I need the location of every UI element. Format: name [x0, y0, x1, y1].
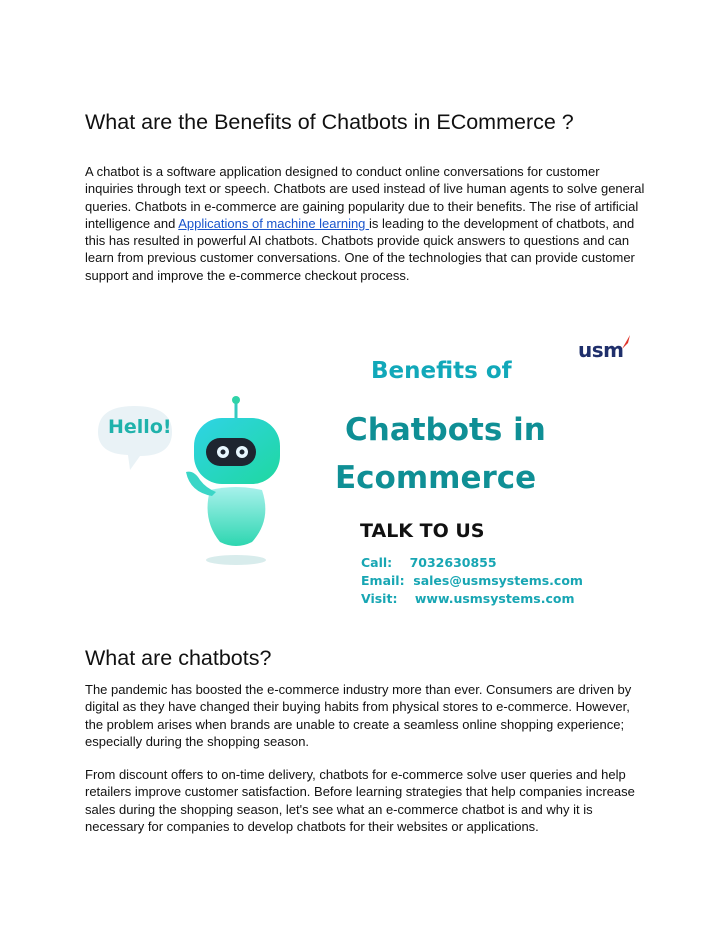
- pandemic-paragraph: The pandemic has boosted the e-commerce industry more than ever. Consumers are driven by digital as they have changed their buying habits from physical stores to e-commerce. However, the problem arises when brands are unable to create a seamless online shopping experience; especially during the shopping season.: [85, 682, 632, 749]
- usm-logo: usm: [578, 338, 624, 362]
- talk-to-us-heading: TALK TO US: [360, 520, 485, 542]
- promo-title-line1: Benefits of: [371, 358, 512, 384]
- chatbot-illustration: [90, 392, 320, 577]
- call-number: Call: 7032630855: [361, 555, 497, 570]
- section-heading-what-are-chatbots: What are chatbots?: [85, 646, 272, 670]
- promo-title-line2: Chatbots in: [345, 412, 546, 448]
- website-url: Visit: www.usmsystems.com: [361, 591, 575, 606]
- page-title: What are the Benefits of Chatbots in ECommerce ?: [85, 110, 574, 134]
- hello-bubble-text: Hello!: [108, 416, 172, 438]
- contact-email: Email: sales@usmsystems.com: [361, 573, 583, 588]
- promo-title-line3: Ecommerce: [335, 460, 537, 496]
- discount-paragraph: From discount offers to on-time delivery, chatbots for e-commerce solve user queries and help retailers improve customer satisfaction. Before learning strategies that help companies increase sales during the shopping season, let's see what an e-commerce chatbot is and why it is necessary for companies to develop chatbots for their websites or applications.: [85, 767, 635, 834]
- intro-paragraph: [85, 163, 645, 284]
- intro-text-after: is leading to the development of chatbots, and this has resulted in powerful AI chatbots. Chatbots provide quick answers to questions and can learn from previous customer conversations. One of the technologies that can provide customer support and improve the e-commerce checkout process.: [85, 215, 635, 283]
- logo-swoosh-icon: [620, 334, 632, 350]
- intro-text-before: A chatbot is a software application designed to conduct online conversations for customer inquiries through text or speech. Chatbots are used instead of live human agents to solve general queries. Chatbots in e-commerce are gaining popularity due to their benefits. The rise of artificial intelligence and: [85, 164, 645, 231]
- ml-applications-link[interactable]: Applications of machine learning: [178, 215, 370, 231]
- promo-banner: [90, 330, 640, 620]
